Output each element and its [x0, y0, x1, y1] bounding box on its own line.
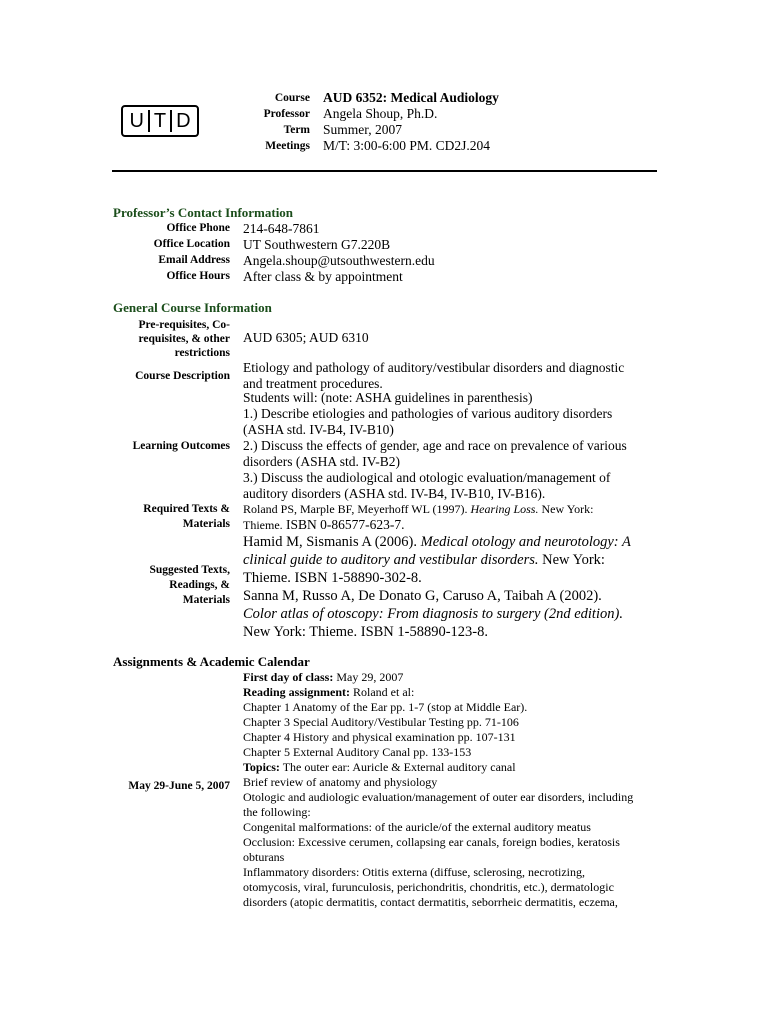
- header-row-meetings: [230, 138, 610, 154]
- outcome-line: Students will: (note: ASHA guidelines in parenthesis): [243, 390, 533, 405]
- course-header: [230, 90, 610, 154]
- chapter-line: Chapter 3 Special Auditory/Vestibular Testing pp. 71-106: [243, 715, 519, 729]
- suggested-texts-value: Hamid M, Sismanis A (2006). Medical otology and neurotology: A clinical guide to auditory and vestibular disorders. New York: Thieme. ISBN 1-58890-302-8. Sanna M, Russo A, De Donato G, Caruso A, Taibah A (2002). Color atlas of otoscopy: From diagnosis to surgery (2nd edition). New York: Thieme. ISBN 1-58890-123-8.: [243, 534, 631, 640]
- header-divider: [112, 170, 657, 172]
- course-label: Course: [274, 92, 310, 104]
- outcome-line: (ASHA std. IV-B4, IV-B10): [243, 422, 394, 437]
- calendar-week-row: [112, 670, 657, 910]
- course-title: AUD 6352: Medical Audiology: [323, 90, 499, 105]
- header-row-course: [230, 90, 610, 106]
- topic-line: Inflammatory disorders: Otitis externa (diffuse, sclerosing, necrotizing,: [243, 865, 586, 879]
- contact-heading: Professor’s Contact Information: [113, 205, 294, 220]
- suggested-texts-label: Suggested Texts, Readings, & Materials: [149, 564, 230, 606]
- required-texts-value: Roland PS, Marple BF, Meyerhoff WL (1997). Hearing Loss. New York: Thieme. ISBN 0-86577-623-7.: [243, 502, 594, 532]
- topic-line: Congenital malformations: of the auricle/of the external auditory meatus: [243, 820, 591, 834]
- calendar-heading: Assignments & Academic Calendar: [113, 654, 310, 669]
- outcome-line: auditory disorders (ASHA std. IV-B4, IV-B10, IV-B16).: [243, 486, 546, 501]
- contact-row-phone: [112, 221, 657, 237]
- prereq-value: AUD 6305; AUD 6310: [243, 330, 369, 345]
- chapter-line: Chapter 4 History and physical examination pp. 107-131: [243, 730, 516, 744]
- professor-name: Angela Shoup, Ph.D.: [323, 106, 438, 121]
- chapter-line: Chapter 5 External Auditory Canal pp. 133-153: [243, 745, 472, 759]
- topic-line: Otologic and audiologic evaluation/management of outer ear disorders, including: [243, 790, 634, 804]
- email-label: Email Address: [158, 254, 230, 266]
- utd-logo: [121, 105, 199, 137]
- suggested-texts-row: [112, 533, 657, 641]
- outcomes-row: [112, 390, 657, 502]
- contact-row-email: [112, 253, 657, 269]
- description-value: Etiology and pathology of auditory/vestibular disorders and diagnostic and treatment procedures.: [243, 360, 625, 391]
- term-value: Summer, 2007: [323, 122, 402, 137]
- calendar-date-label: May 29-June 5, 2007: [128, 780, 230, 792]
- chapter-line: Chapter 1 Anatomy of the Ear pp. 1-7 (stop at Middle Ear).: [243, 700, 528, 714]
- meetings-label: Meetings: [265, 140, 310, 152]
- professor-label: Professor: [263, 108, 310, 120]
- calendar-week-content: First day of class: May 29, 2007 Reading assignment: Roland et al: Chapter 1 Anatomy of the Ear pp. 1-7 (stop at Middle Ear). Chapter 3 Special Auditory/Vestibular Testing pp. 71-106 Chapter 4 History and physical examination pp. 107-131 Chapter 5 External Auditory Canal pp. 133-153 Topics: The outer ear: Auricle & External auditory canal Brief review of anatomy and physiology Otologic and audiologic evaluation/management of outer ear disorders, including the following: Congenital malformations: of the auricle/of the external auditory meatus Occlusion: Excessive cerumen, collapsing ear canals, foreign bodies, keratosis obturans Inflammatory disorders: Otitis externa (diffuse, sclerosing, necrotizing, otomycosis, viral, furunculosis, perichondritis, chondritis, etc.), dermatologic disorders (atopic dermatitis, contact dermatitis, seborrheic dermatitis, eczema,: [243, 670, 657, 910]
- description-label: Course Description: [135, 370, 230, 382]
- office-phone-value: 214-648-7861: [243, 221, 320, 236]
- logo-letter-u: U: [129, 110, 144, 132]
- office-phone-label: Office Phone: [166, 222, 230, 234]
- topic-line: otomycosis, viral, furunculosis, perichondritis, chondritis, etc.), dermatologic: [243, 880, 614, 894]
- term-label: Term: [283, 124, 310, 136]
- email-value[interactable]: Angela.shoup@utsouthwestern.edu: [243, 253, 435, 268]
- office-hours-value: After class & by appointment: [243, 269, 403, 284]
- outcomes-value: [243, 390, 657, 502]
- logo-letter-t: T: [153, 110, 167, 132]
- logo-letter-d: D: [176, 110, 191, 132]
- required-texts-label: Required Texts & Materials: [143, 503, 230, 530]
- meetings-value: M/T: 3:00-6:00 PM. CD2J.204: [323, 138, 490, 153]
- office-location-value: UT Southwestern G7.220B: [243, 237, 391, 252]
- office-location-label: Office Location: [153, 238, 230, 250]
- topic-line: Occlusion: Excessive cerumen, collapsing ear canals, foreign bodies, keratosis: [243, 835, 620, 849]
- contact-row-location: [112, 237, 657, 253]
- prereq-row: [112, 318, 657, 360]
- office-hours-label: Office Hours: [166, 270, 230, 282]
- outcome-line: 1.) Describe etiologies and pathologies of various auditory disorders: [243, 406, 613, 421]
- required-texts-row: [112, 502, 657, 533]
- outcomes-label: Learning Outcomes: [132, 440, 230, 452]
- outcome-line: 3.) Discuss the audiological and otologic evaluation/management of: [243, 470, 611, 485]
- topic-line: obturans: [243, 850, 285, 864]
- description-row: [112, 360, 657, 392]
- outcome-line: disorders (ASHA std. IV-B2): [243, 454, 401, 469]
- topic-line: disorders (atopic dermatitis, contact dermatitis, seborrheic dermatitis, eczema,: [243, 895, 618, 909]
- contact-row-hours: [112, 269, 657, 285]
- topic-line: the following:: [243, 805, 311, 819]
- header-row-term: [230, 122, 610, 138]
- topic-line: Brief review of anatomy and physiology: [243, 775, 438, 789]
- header-row-professor: [230, 106, 610, 122]
- prereq-label: Pre-requisites, Co- requisites, & other restrictions: [138, 319, 230, 359]
- general-heading: General Course Information: [113, 300, 272, 315]
- outcome-line: 2.) Discuss the effects of gender, age and race on prevalence of various: [243, 438, 627, 453]
